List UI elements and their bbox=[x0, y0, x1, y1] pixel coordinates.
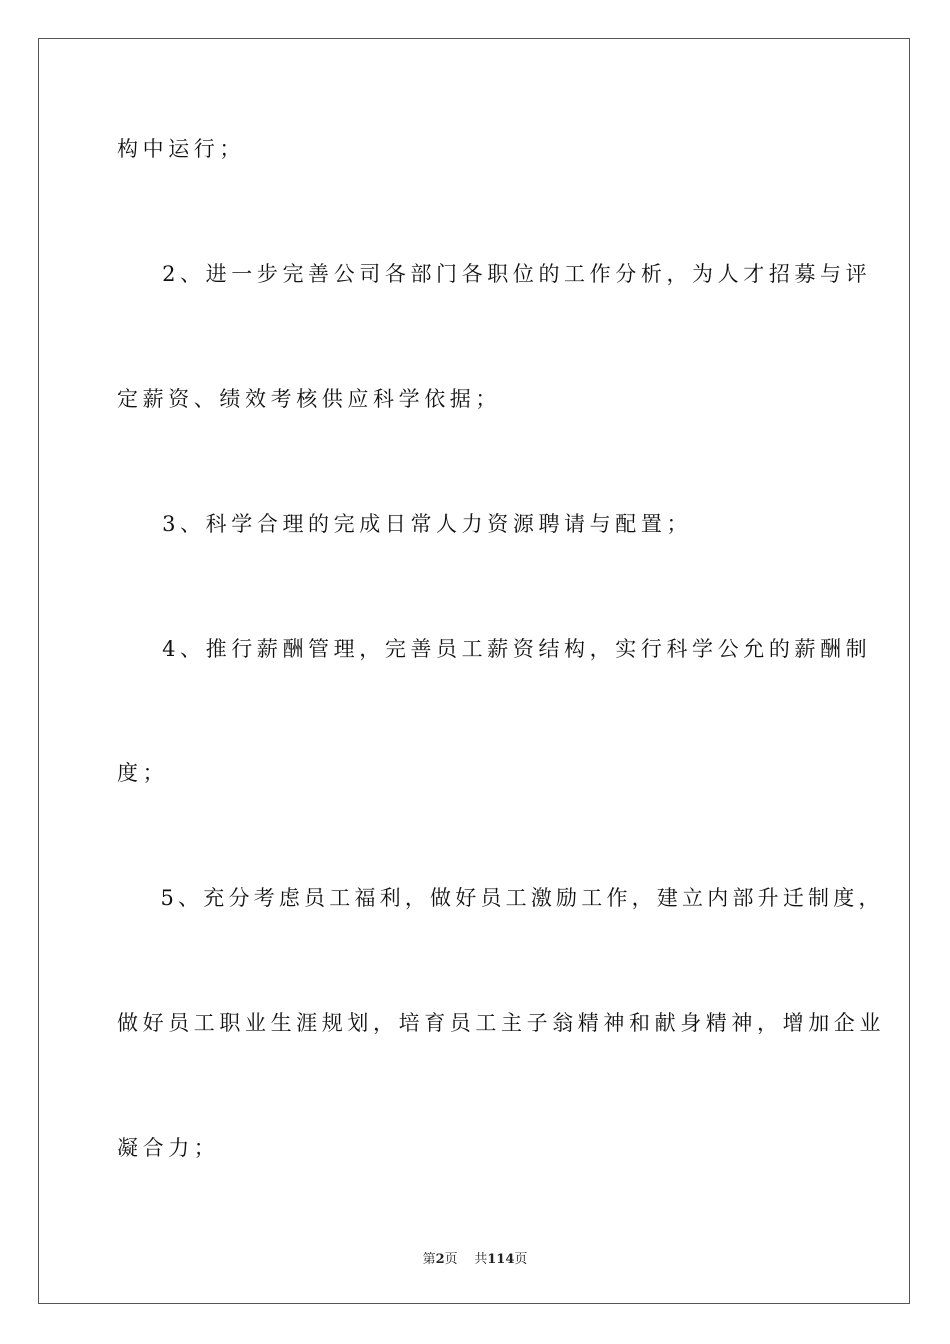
text-line: 度； bbox=[117, 761, 169, 785]
text-line: 5、充分考虑员工福利，做好员工激励工作，建立内部升迁制度， bbox=[117, 886, 884, 910]
total-suffix: 页 bbox=[514, 1252, 528, 1267]
text-line: 定薪资、绩效考核供应科学依据； bbox=[117, 387, 501, 411]
page-border bbox=[38, 38, 910, 1304]
page-suffix: 页 bbox=[444, 1252, 458, 1267]
page-number: 2 bbox=[435, 1252, 445, 1267]
total-pages: 114 bbox=[487, 1252, 515, 1267]
page-footer bbox=[0, 1248, 950, 1267]
text-line: 2、进一步完善公司各部门各职位的工作分析，为人才招募与评 bbox=[117, 262, 872, 286]
text-line: 构中运行； bbox=[117, 137, 245, 161]
text-line: 做好员工职业生涯规划，培育员工主子翁精神和献身精神，增加企业 bbox=[117, 1011, 885, 1035]
text-line: 凝合力； bbox=[117, 1136, 220, 1160]
text-line: 3、科学合理的完成日常人力资源聘请与配置； bbox=[117, 512, 693, 536]
text-line: 4、推行薪酬管理，完善员工薪资结构，实行科学公允的薪酬制 bbox=[117, 637, 872, 661]
page-prefix: 第 bbox=[422, 1252, 436, 1267]
total-prefix: 共 bbox=[474, 1252, 488, 1267]
